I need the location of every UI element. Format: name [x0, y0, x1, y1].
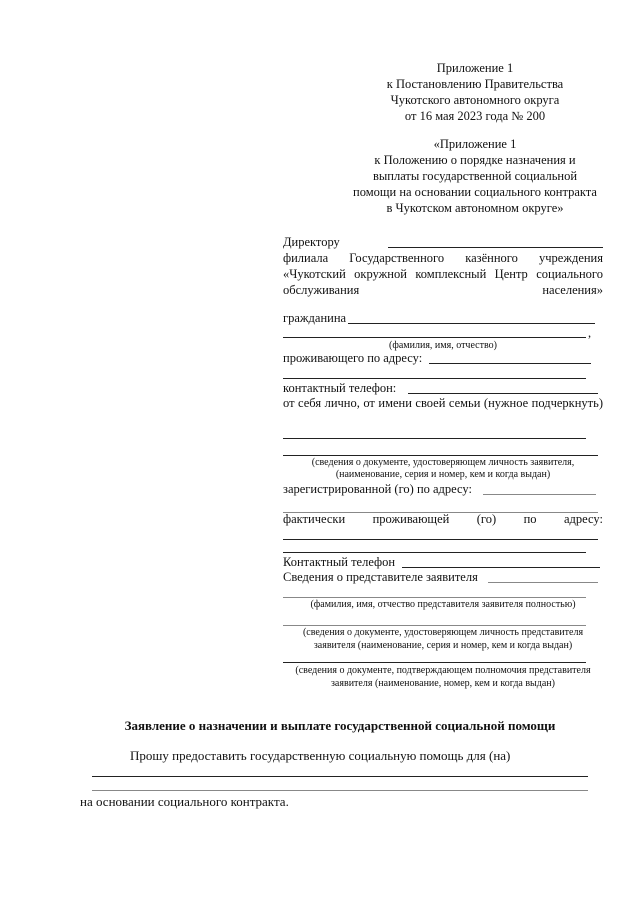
organization-text: филиала Государственного казённого учреждения «Чукотский окружной комплексный Центр социального обслуживания населения» [283, 251, 603, 297]
representative-field[interactable] [488, 582, 598, 583]
residing-label: проживающего по адресу: [283, 351, 423, 365]
appendix-1-header [330, 60, 620, 124]
registered-row [283, 481, 603, 497]
phone-label: контактный телефон: [283, 381, 397, 395]
citizen-name-field-2[interactable] [283, 337, 586, 338]
name-caption: (фамилия, имя, отчество) [389, 340, 497, 351]
rep-auth-caption-2: заявителя (наименование, номер, кем и когда выдан) [330, 678, 555, 689]
actually-residing-row [283, 511, 603, 527]
appendix-2-line: выплаты государственной социальной [372, 169, 578, 183]
appendix-2-line: к Положению о порядке назначения и [374, 153, 576, 167]
statement-title: Заявление о назначении и выплате государственной социальной помощи [124, 718, 556, 733]
actually-word: по [523, 512, 537, 526]
rep-auth-field[interactable] [283, 662, 586, 663]
appendix-2-line: помощи на основании социального контракта [353, 185, 597, 199]
contact-phone-row [283, 554, 603, 570]
residing-address-field[interactable] [429, 363, 591, 364]
contact-phone-field[interactable] [402, 567, 600, 568]
director-row [283, 234, 603, 250]
rep-auth-caption-1: (сведения о документе, подтверждающем полномочия представителя [295, 665, 591, 676]
appendix-2-line: в Чукотском автономном округе» [386, 201, 564, 215]
actually-word: фактически [283, 512, 346, 526]
comma: , [588, 326, 592, 340]
applicant-doc-field-1[interactable] [283, 438, 586, 439]
appendix-1-line: Приложение 1 [436, 61, 514, 75]
residing-address-field-2[interactable] [283, 378, 586, 379]
doc-caption-line-1: (сведения о документе, удостоверяющем личность заявителя, [311, 457, 575, 468]
representative-row [283, 569, 603, 585]
statement-purpose-field-2[interactable] [92, 790, 588, 791]
actually-word: (го) [476, 512, 497, 526]
actual-address-field-2[interactable] [283, 552, 586, 553]
citizen-name-field[interactable] [348, 323, 595, 324]
rep-name-caption: (фамилия, имя, отчество представителя заявителя полностью) [310, 599, 576, 610]
appendix-1-line: к Постановлению Правительства [386, 77, 564, 91]
appendix-2-header [330, 136, 620, 216]
actually-word: адресу: [563, 512, 603, 526]
residing-row [283, 350, 603, 366]
appendix-1-line: Чукотского автономного округа [390, 93, 560, 107]
registered-address-field[interactable] [483, 494, 596, 495]
phone-field[interactable] [408, 393, 598, 394]
on-behalf-text: от себя лично, от имени своей семьи (нужное подчеркнуть) [283, 396, 603, 410]
statement-basis-text: на основании социального контракта. [80, 794, 289, 809]
phone-row [283, 380, 603, 396]
doc-caption-line-2: (наименование, серия и номер, кем и когда выдан) [335, 469, 551, 480]
director-name-field[interactable] [388, 247, 603, 248]
rep-doc-caption-1: (сведения о документе, удостоверяющем личность представителя [302, 627, 584, 638]
actual-address-field-1[interactable] [283, 539, 598, 540]
representative-label: Сведения о представителе заявителя [283, 570, 478, 584]
appendix-1-line: от 16 мая 2023 года № 200 [404, 109, 546, 123]
appendix-2-line: «Приложение 1 [433, 137, 517, 151]
registered-label: зарегистрированной (го) по адресу: [283, 482, 472, 496]
director-label: Директору [283, 235, 340, 249]
actually-word: проживающей [372, 512, 450, 526]
rep-doc-caption-2: заявителя (наименование, серия и номер, кем и когда выдан) [313, 640, 573, 651]
statement-request-text: Прошу предоставить государственную социальную помощь для (на) [130, 748, 511, 763]
citizen-row [283, 310, 603, 326]
citizen-label: гражданина [283, 311, 347, 325]
contact-phone-label: Контактный телефон [283, 555, 396, 569]
statement-purpose-field-1[interactable] [92, 776, 588, 777]
